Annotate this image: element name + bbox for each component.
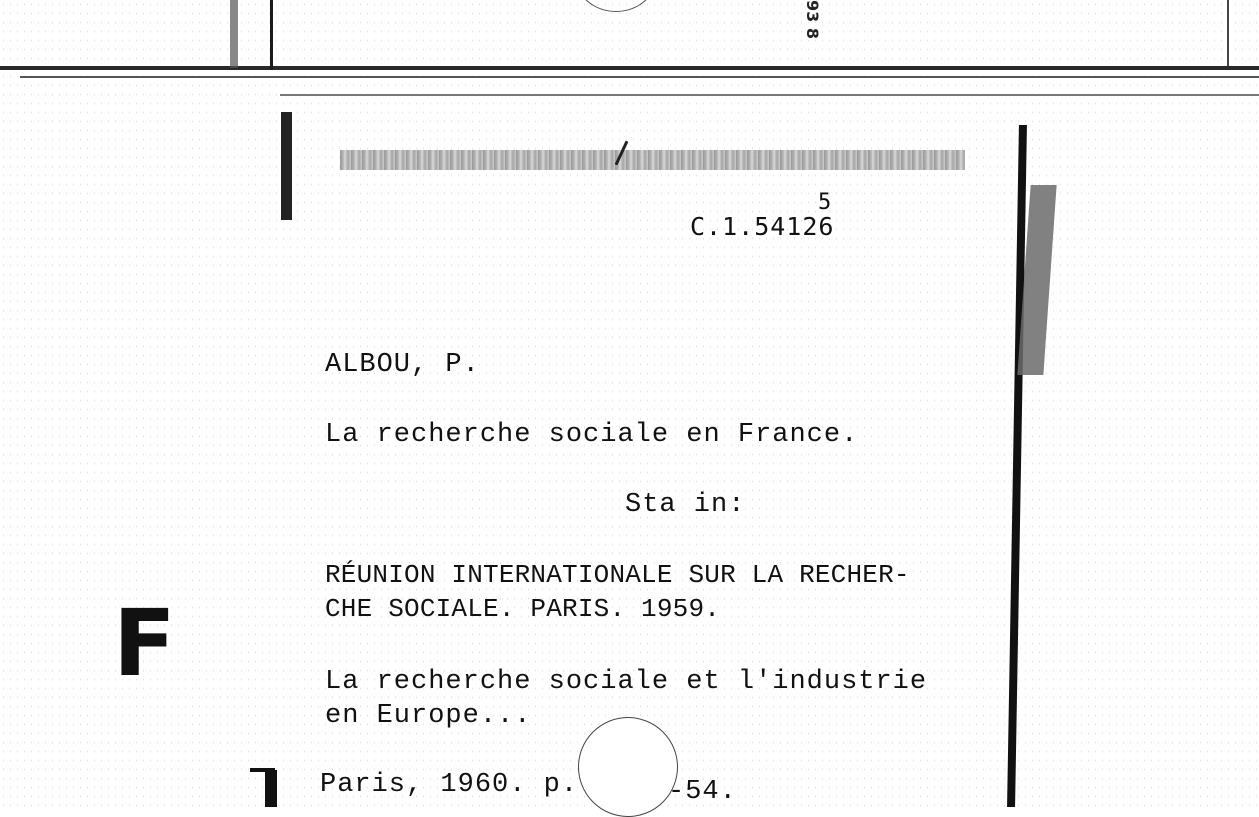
imprint: Paris, 1960. p.	[320, 770, 579, 800]
call-number-main: C.1.541	[690, 212, 803, 241]
top-edge-line-3	[280, 94, 1259, 96]
book-line-1: La recherche sociale et l'industrie	[325, 667, 928, 697]
top-divider-left-2	[230, 0, 238, 68]
bottom-bracket-top	[250, 768, 275, 772]
header-smudge	[340, 150, 965, 170]
in-label: Sta in:	[625, 490, 746, 520]
library-stamp	[578, 717, 678, 817]
bottom-bracket	[265, 770, 277, 807]
title: La recherche sociale en France.	[325, 420, 859, 450]
top-edge-line	[0, 66, 1259, 70]
pages: -54.	[668, 777, 737, 807]
top-divider-left	[270, 0, 273, 70]
collection-line-2: CHE SOCIALE. PARIS. 1959.	[325, 594, 721, 624]
card-left-mark	[281, 112, 292, 220]
author: ALBOU, P.	[325, 350, 480, 380]
collection-line-1: RÉUNION INTERNATIONALE SUR LA RECHER-	[325, 560, 910, 590]
top-code: 93 8	[803, 0, 822, 39]
book-line-2: en Europe...	[325, 701, 532, 731]
top-divider-right	[1227, 0, 1229, 66]
call-number	[690, 212, 834, 241]
call-number-superscript: 5	[818, 190, 832, 215]
margin-mark-F: F	[113, 590, 176, 697]
call-number-suffix: 26	[802, 212, 835, 241]
top-edge-line-2	[20, 76, 1259, 78]
